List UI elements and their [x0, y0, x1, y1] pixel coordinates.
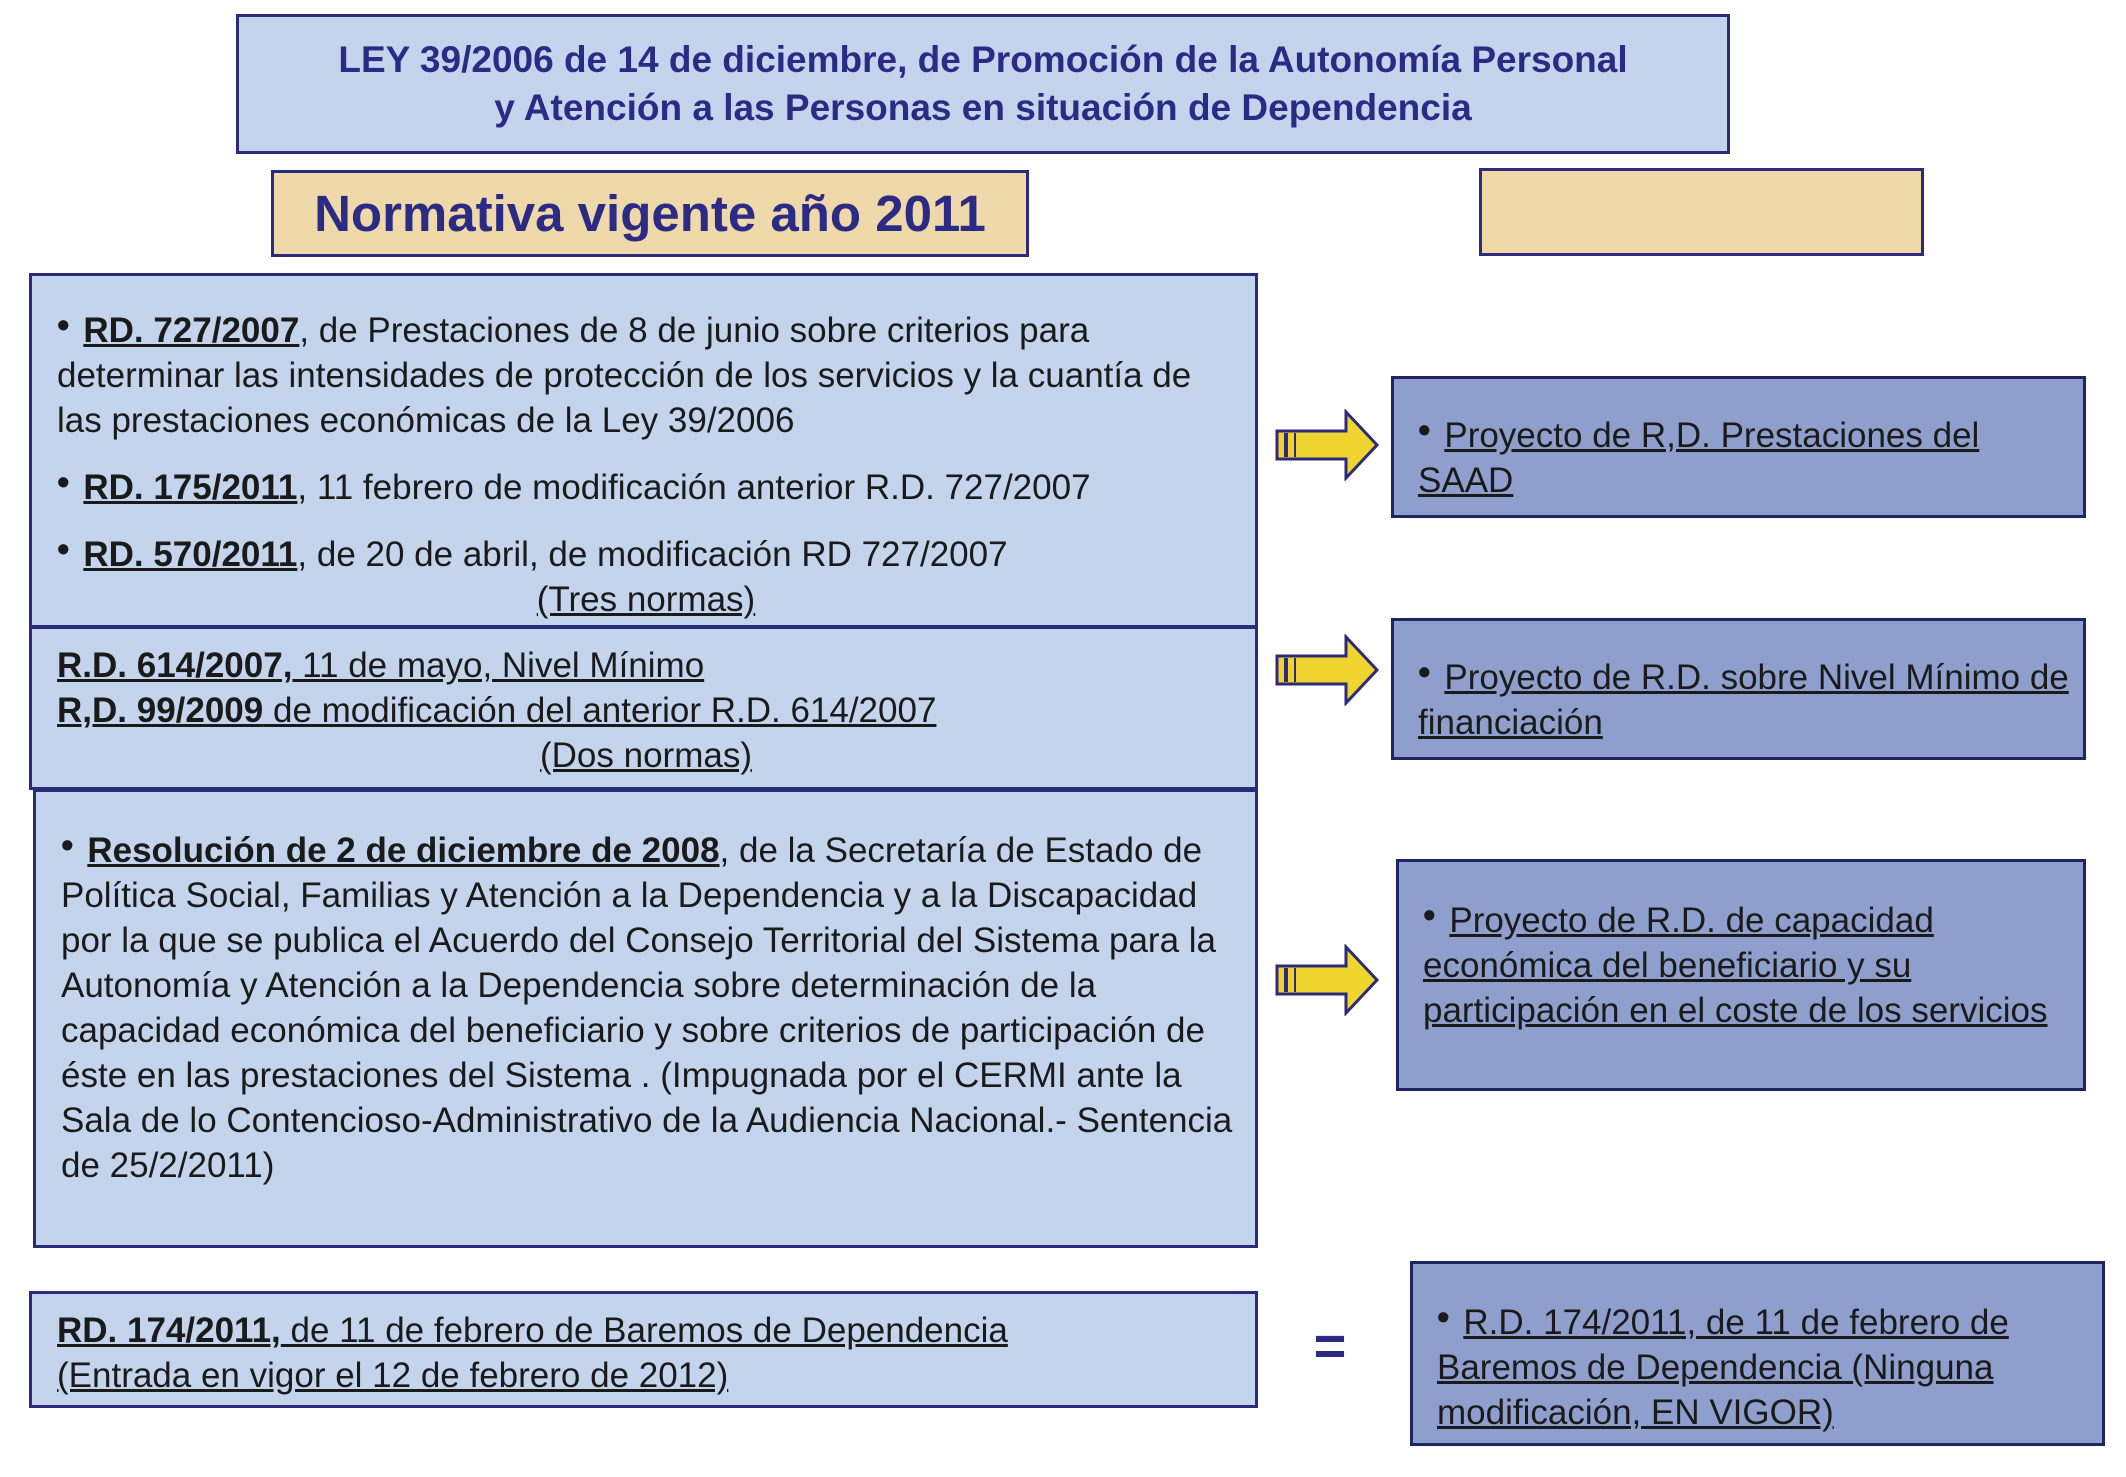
- list-item: [1423, 894, 2069, 1033]
- bullet: •: [1418, 409, 1431, 450]
- list-item: [57, 304, 1235, 443]
- bullet: •: [61, 824, 74, 865]
- list-item: [57, 461, 1235, 510]
- left-box-nivel-minimo: [29, 626, 1258, 790]
- right-box-proyecto-prestaciones: [1391, 376, 2086, 518]
- norm-reference: RD. 727/2007: [83, 311, 300, 350]
- project-text: R.D. 174/2011, de 11 de febrero de Baremos de Dependencia (Ninguna modificación, EN VIGOR): [1437, 1303, 2009, 1432]
- norm-description: , 11 febrero de modificación anterior R.D. 727/2007: [297, 468, 1091, 507]
- right-arrow-icon: [1274, 944, 1380, 1016]
- norm-count: (Tres normas): [536, 580, 756, 619]
- norm-description: de modificación del anterior R.D. 614/2007: [263, 691, 937, 730]
- norm-reference: RD. 570/2011: [83, 535, 298, 574]
- law-title-line1: LEY 39/2006 de 14 de diciembre, de Promoción de la Autonomía Personal: [338, 39, 1628, 80]
- norm-reference: R.D. 614/2007,: [57, 646, 293, 685]
- subtitle-box: [271, 170, 1029, 257]
- bullet: •: [57, 461, 70, 502]
- list-item: [61, 824, 1235, 1188]
- blank-header-box: [1479, 168, 1924, 256]
- norm-reference: R,D. 99/2009: [57, 691, 264, 730]
- list-item: [57, 528, 1235, 577]
- bullet: •: [1418, 651, 1431, 692]
- norm-count: (Dos normas): [540, 736, 752, 775]
- list-item: [57, 643, 1235, 688]
- norm-description: , de Prestaciones de 8 de junio sobre criterios para determinar las intensidades de protección de los servicios y la cuantía de las prestaciones económicas de la Ley 39/2006: [57, 311, 1192, 440]
- norm-description: , de 20 de abril, de modificación RD 727/2007: [297, 535, 1008, 574]
- norm-reference: RD. 175/2011: [83, 468, 298, 507]
- norm-description: de 11 de febrero de Baremos de Dependencia: [280, 1311, 1008, 1350]
- right-arrow-icon: [1274, 634, 1380, 706]
- list-item: [1437, 1296, 2088, 1435]
- right-arrow-icon: [1274, 409, 1380, 481]
- left-box-baremos: [29, 1291, 1258, 1408]
- equals-sign: =: [1313, 1314, 1347, 1377]
- norm-description: , de la Secretaría de Estado de Política Social, Familias y Atención a la Dependencia y a la Discapacidad por la que se publica el Acuerdo del Consejo Territorial del Sistema para la Autonomía y Atención a la Dependencia sobre determinación de la capacidad económica del beneficiario y sobre criterios de participación de éste en las prestaciones del Sistema . (Impugnada por el CERMI ante la Sala de lo Contencioso-Administrativo de la Audiencia Nacional.- Sentencia de 25/2/2011): [61, 831, 1233, 1185]
- right-box-proyecto-nivel-minimo: [1391, 618, 2086, 760]
- left-box-prestaciones: [29, 273, 1258, 628]
- project-text: Proyecto de R.D. sobre Nivel Mínimo de financiación: [1418, 658, 2069, 742]
- right-box-proyecto-capacidad: [1396, 859, 2086, 1091]
- list-item: [57, 688, 1235, 733]
- law-title-box: [236, 14, 1730, 154]
- norm-reference: RD. 174/2011,: [57, 1311, 281, 1350]
- bullet: •: [57, 528, 70, 569]
- list-item: [1418, 651, 2069, 745]
- list-item: [1418, 409, 2069, 503]
- right-box-baremos: [1410, 1261, 2105, 1446]
- subtitle-text: Normativa vigente año 2011: [314, 185, 986, 242]
- norm-note: (Entrada en vigor el 12 de febrero de 2012): [57, 1356, 729, 1395]
- project-text: Proyecto de R.D. de capacidad económica del beneficiario y su participación en el coste de los servicios: [1423, 901, 2048, 1030]
- left-box-resolucion: [33, 789, 1258, 1248]
- bullet: •: [1423, 894, 1436, 935]
- norm-reference: Resolución de 2 de diciembre de 2008: [87, 831, 720, 870]
- norm-description: 11 de mayo, Nivel Mínimo: [292, 646, 705, 685]
- bullet: •: [57, 304, 70, 345]
- bullet: •: [1437, 1296, 1450, 1337]
- law-title-line2: y Atención a las Personas en situación de Dependencia: [494, 87, 1472, 128]
- list-item: [57, 1308, 1235, 1353]
- project-text: Proyecto de R,D. Prestaciones del SAAD: [1418, 416, 1980, 500]
